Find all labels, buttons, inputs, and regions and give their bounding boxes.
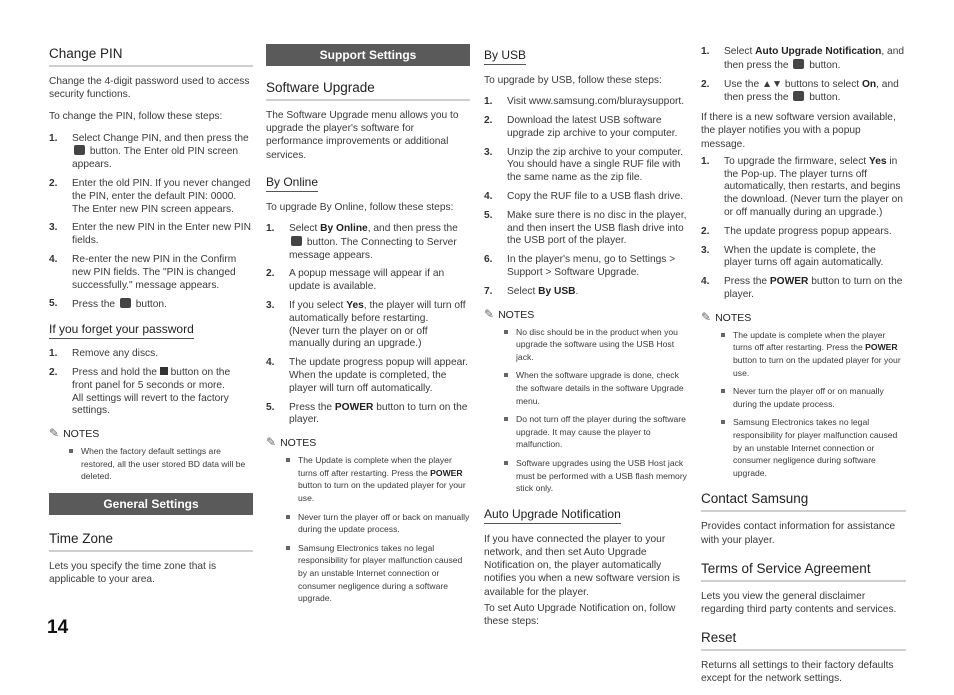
stop-button-icon (160, 367, 168, 375)
change-pin-steps (49, 133, 253, 313)
auto-upgrade-notes (701, 329, 906, 480)
list-item: No disc should be in the product when you upgrade the software using the USB Host jack. (504, 326, 689, 364)
list-item: 1. Select Change PIN, and then press the button. The Enter old PIN screen appears. (49, 132, 249, 171)
enter-button-icon (291, 236, 302, 246)
list-item: 1. To upgrade the firmware, select Yes in the Pop-up. The player turns off automatically, then restarts, and begins the download. (Never turn the player on or off manually during an upgrade.) (701, 155, 903, 218)
page-number: 14 (47, 617, 69, 638)
list-item: 1. Remove any discs. (49, 348, 159, 360)
auto-upgrade-text: If you have connected the player to your network, and then set Auto Upgrade Notification on, the player automatically notifies you when a new software version is available for the player. (484, 533, 680, 598)
list-item: 2. Press and hold the button on the front panel for 5 seconds or more. All settings will revert to the factory settings. (49, 366, 231, 417)
auto-upgrade-steps (701, 46, 906, 105)
pencil-icon: ✎ (701, 309, 712, 324)
pencil-icon: ✎ (49, 426, 60, 441)
list-item: 4. The update progress popup will appear. When the update is completed, the player will turn off automatically. (266, 357, 468, 394)
software-upgrade-heading: Software Upgrade (266, 80, 470, 101)
list-item: 4. Copy the RUF file to a USB flash drive. (484, 190, 684, 202)
software-upgrade-text: The Software Upgrade menu allows you to upgrade the player's software for performance improvements or additional services. (266, 110, 459, 161)
list-item: Samsung Electronics takes no legal responsibility for player malfunction caused by an unstable Internet connection or consumer negligence during software upgrade. (721, 416, 906, 479)
list-item: Never turn the player off or on manually during the update process. (721, 385, 906, 410)
general-settings-bar: General Settings (49, 493, 253, 515)
by-online-heading: By Online (266, 175, 318, 192)
terms-text: Lets you view the general disclaimer regarding third party contents and services. (701, 590, 897, 615)
time-zone-heading: Time Zone (49, 531, 253, 552)
by-usb-heading: By USB (484, 48, 526, 65)
column-1 (49, 46, 253, 595)
list-item: 2. A popup message will appear if an update is available. (266, 268, 445, 293)
by-usb-lead: To upgrade by USB, follow these steps: (484, 75, 662, 86)
list-item: The Update is complete when the player turns off after restarting. Press the POWER button to turn on the updated player for your use. (286, 454, 470, 504)
list-item: 5. Press the POWER button to turn on the player. (266, 401, 468, 426)
list-item: 2. Download the latest USB software upgrade zip archive to your computer. (484, 115, 678, 139)
list-item: When the factory default settings are restored, all the user stored BD data will be deleted. (69, 445, 253, 483)
reset-text: Returns all settings to their factory defaults except for the network settings. (701, 660, 894, 685)
support-settings-bar: Support Settings (266, 44, 470, 66)
reset-heading: Reset (701, 630, 906, 651)
forget-password-steps (49, 348, 253, 418)
list-item: 1. Visit www.samsung.com/bluraysupport. (484, 96, 685, 108)
list-item: Software upgrades using the USB Host jack must be performed with a USB flash memory stick only. (504, 457, 689, 495)
contact-samsung-heading: Contact Samsung (701, 491, 906, 512)
change-pin-intro: Change the 4-digit password used to access security functions. (49, 76, 250, 101)
list-item: 2. Use the ▲▼ buttons to select On, and then press the button. (701, 78, 899, 104)
list-item: 3. Unzip the zip archive to your computer. You should have a single RUF file with the same name as the zip file. (484, 146, 684, 184)
list-item: 3. When the update is complete, the player turns off again automatically. (701, 244, 884, 269)
pencil-icon: ✎ (266, 435, 277, 450)
list-item: 2. The update progress popup appears. (701, 225, 892, 237)
list-item: 1. Select By Online, and then press the button. The Connecting to Server message appears. (266, 223, 458, 261)
pencil-icon: ✎ (484, 306, 495, 321)
auto-upgrade-heading: Auto Upgrade Notification (484, 507, 621, 524)
by-usb-steps (484, 96, 689, 298)
change-pin-heading: Change PIN (49, 46, 253, 67)
list-item: 6. In the player's menu, go to Settings > Support > Software Upgrade. (484, 254, 676, 278)
column-2 (266, 44, 470, 613)
list-item: 5. Make sure there is no disc in the player, and then insert the USB flash drive into the USB port of the player. (484, 209, 687, 247)
list-item: Do not turn off the player during the software upgrade. It may cause the player to malfunction. (504, 413, 689, 451)
list-item: 3. If you select Yes, the player will turn off automatically before restarting. (Never turn the player on or off manually during an upgrade.) (266, 300, 466, 350)
list-item: 2. Enter the old PIN. If you never changed the PIN, enter the default PIN: 0000. The Enter new PIN screen appears. (49, 178, 251, 215)
list-item: 7. Select By USB. (484, 285, 579, 297)
column-3 (484, 46, 689, 637)
new-version-text: If there is a new software version available, the player notifies you with a popup message. (701, 112, 896, 150)
notes-heading: ✎ NOTES (701, 309, 752, 324)
enter-button-icon (793, 59, 804, 69)
list-item: Samsung Electronics takes no legal responsibility for player malfunction caused by an unstable Internet connection or consumer negligence during a software upgrade. (286, 542, 470, 605)
firmware-steps (701, 156, 906, 302)
list-item: When the software upgrade is done, check the software details in the software Upgrade menu. (504, 369, 689, 407)
list-item: 1. Select Auto Upgrade Notification, and then press the button. (701, 46, 905, 71)
list-item: Never turn the player off or back on manually during the update process. (286, 511, 470, 536)
notes-heading: ✎ NOTES (49, 426, 100, 441)
list-item: 5. Press the button. (49, 298, 167, 311)
enter-button-icon (74, 145, 85, 155)
notes-heading: ✎ NOTES (484, 306, 535, 321)
terms-heading: Terms of Service Agreement (701, 561, 906, 582)
time-zone-text: Lets you specify the time zone that is applicable to your area. (49, 560, 217, 586)
list-item: 4. Press the POWER button to turn on the player. (701, 276, 903, 300)
list-item: The update is complete when the player turns off after restarting. Press the POWER button to turn on the updated player for your use. (721, 329, 906, 379)
by-online-lead: To upgrade By Online, follow these steps: (266, 201, 454, 213)
list-item: 3. Enter the new PIN in the Enter new PIN fields. (49, 222, 251, 247)
auto-upgrade-lead: To set Auto Upgrade Notification on, follow these steps: (484, 602, 676, 627)
enter-button-icon (793, 91, 804, 101)
by-online-steps (266, 223, 470, 427)
forget-password-heading: If you forget your password (49, 322, 194, 339)
contact-samsung-text: Provides contact information for assistance with your player. (701, 521, 896, 546)
forget-password-notes (49, 445, 253, 483)
list-item: 4. Re-enter the new PIN in the Confirm new PIN fields. The "PIN is changed successfully." message appears. (49, 253, 237, 291)
by-online-notes (266, 454, 470, 605)
enter-button-icon (120, 298, 131, 308)
by-usb-notes (484, 326, 689, 495)
column-4 (701, 46, 906, 695)
change-pin-lead: To change the PIN, follow these steps: (49, 111, 223, 123)
notes-heading: ✎ NOTES (266, 435, 317, 450)
